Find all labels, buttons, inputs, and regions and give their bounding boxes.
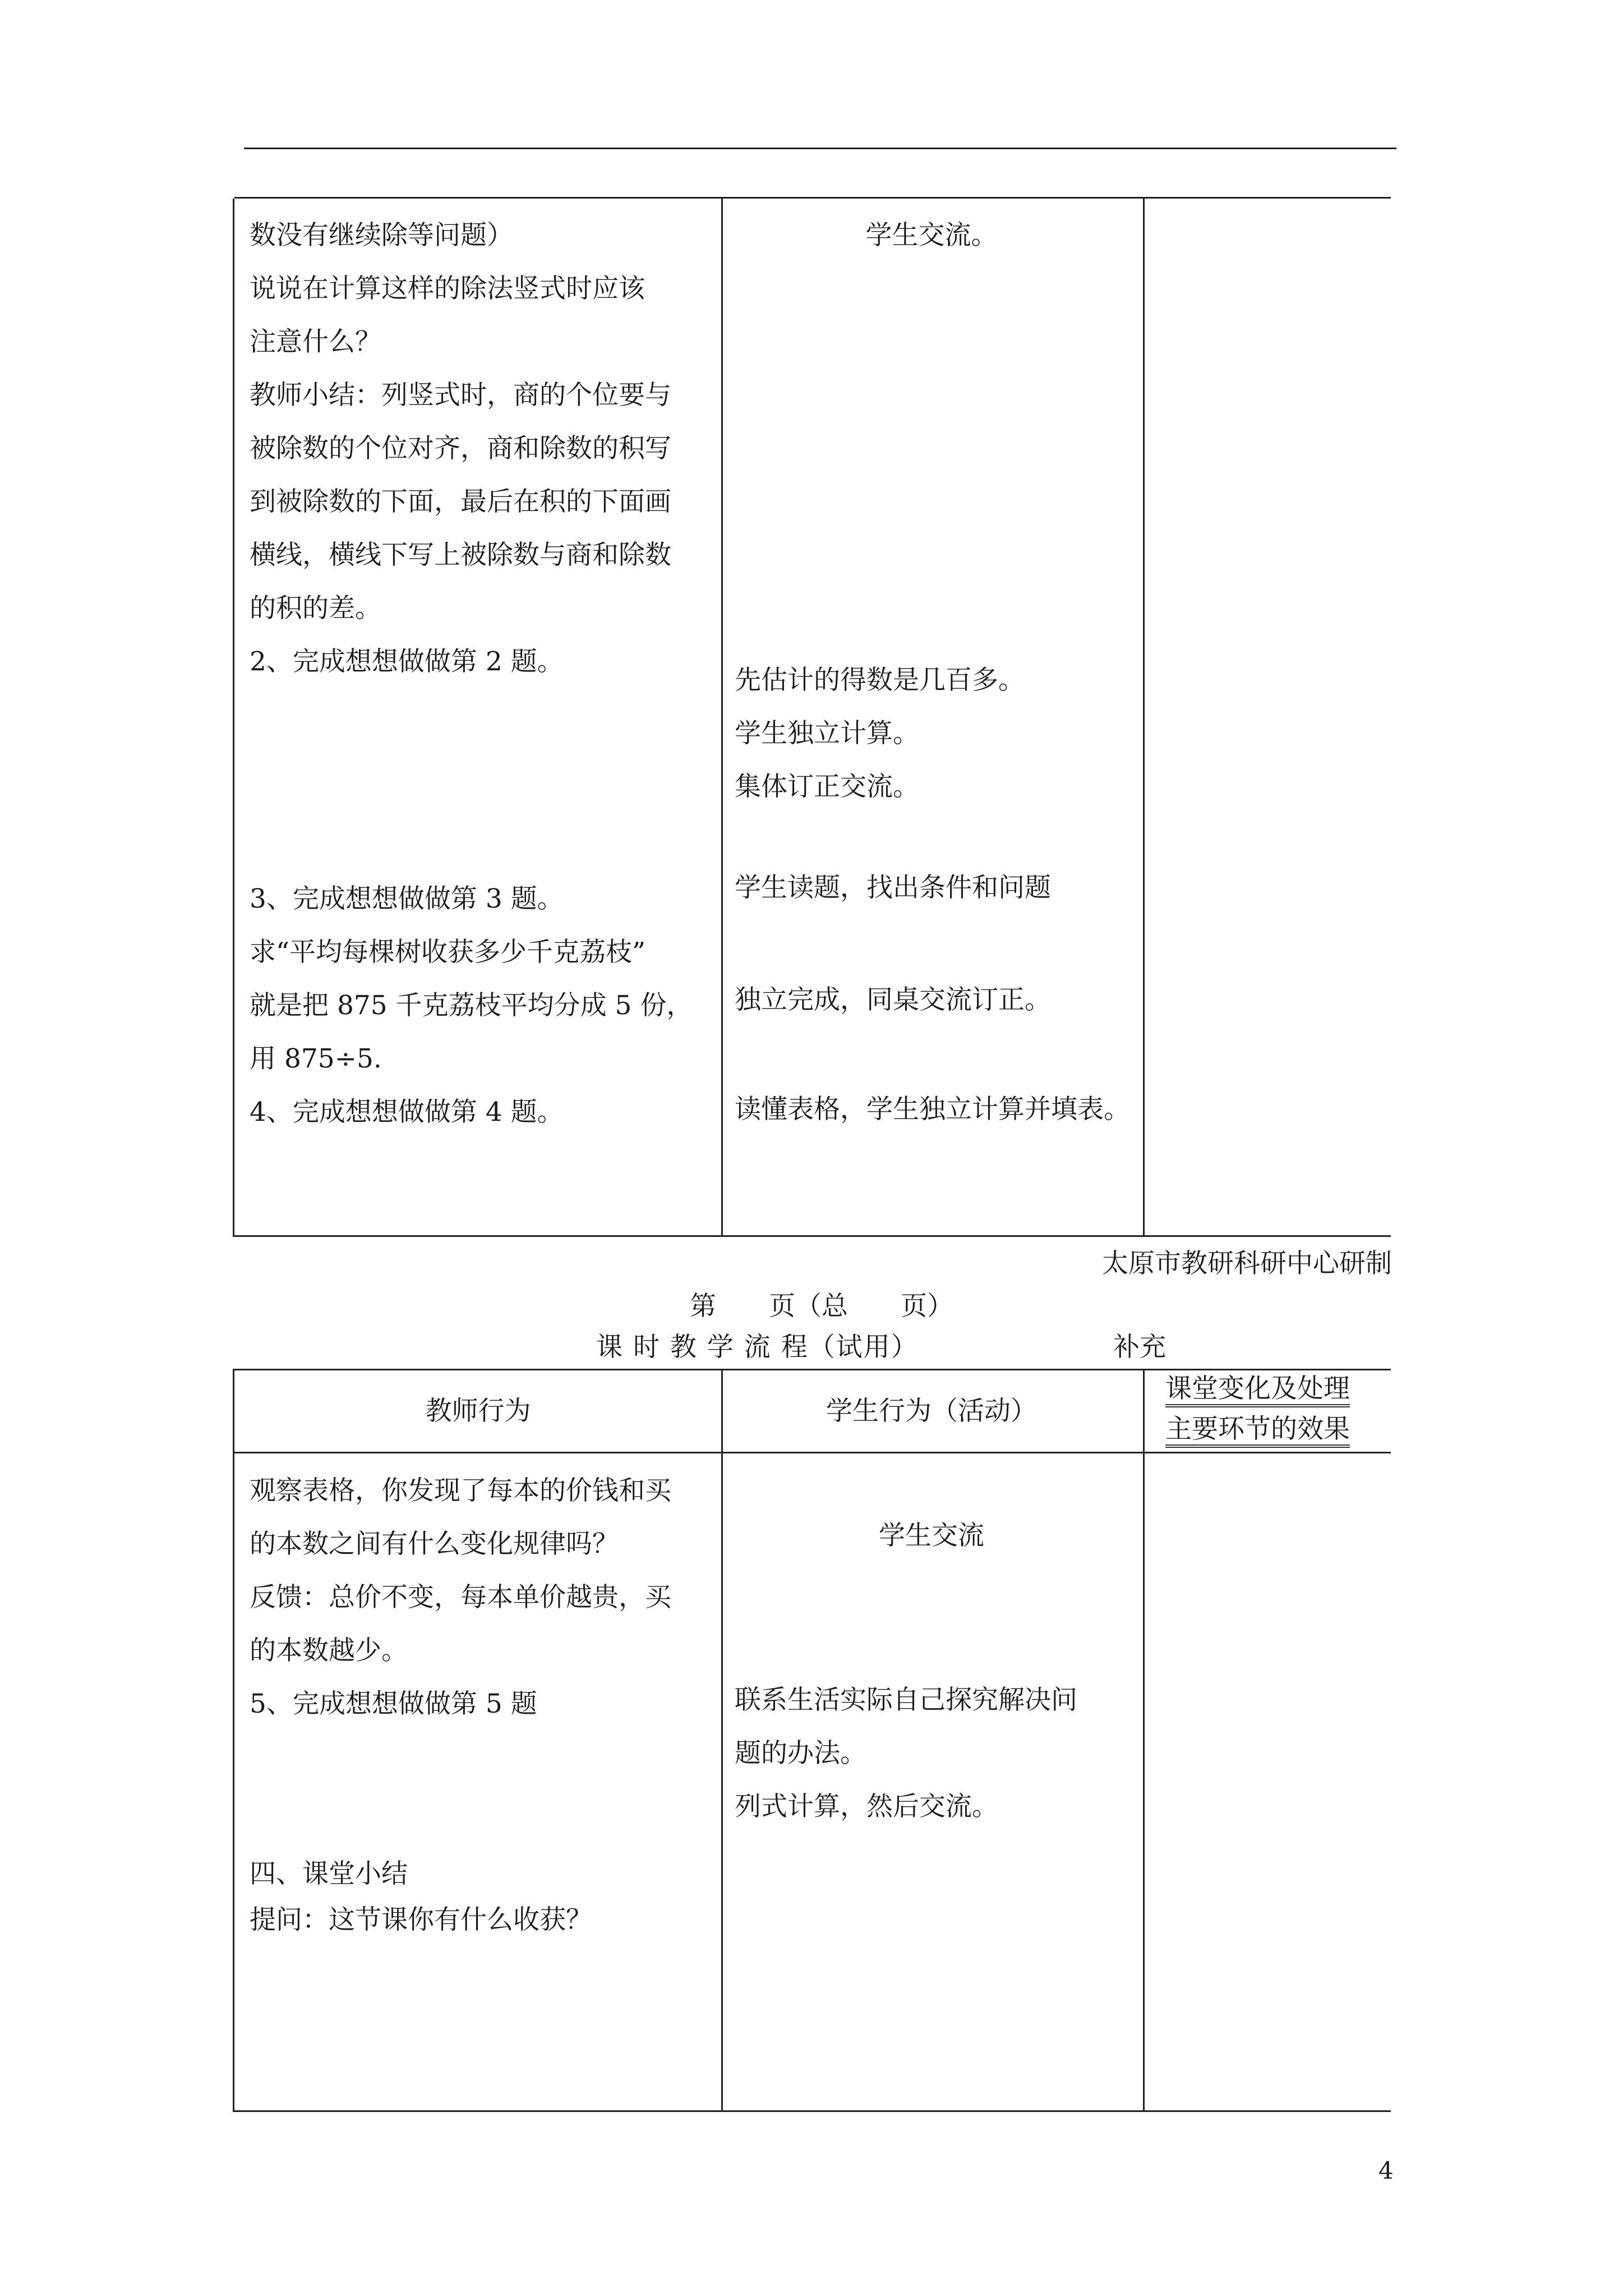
column-divider: [721, 199, 723, 1235]
teacher-column-text-lower: [250, 1851, 592, 1943]
text-line: 提问：这节课你有什么收获？: [250, 1904, 592, 1935]
text-line: 集体订正交流。: [735, 771, 919, 802]
section-title: 课 时 教 学 流 程（试用）: [596, 1332, 919, 1363]
text-line: 5、完成想想做做第 5 题: [250, 1688, 537, 1719]
column-divider: [721, 1370, 723, 2110]
student-column-text: [735, 1083, 1130, 1136]
text-line: 2、完成想想做做第 2 题。: [250, 646, 564, 677]
text-line: 教师小结：列竖式时，商的个位要与: [250, 380, 671, 411]
student-column-text: [735, 1673, 1077, 1833]
text-line: 联系生活实际自己探究解决问: [735, 1685, 1077, 1715]
text-line: 横线，横线下写上被除数与商和除数: [250, 540, 671, 570]
text-line: 就是把 875 千克荔枝平均分成 5 份，: [250, 990, 693, 1021]
text-line: 读懂表格，学生独立计算并填表。: [735, 1094, 1130, 1125]
text-line: 的本数越少。: [250, 1635, 408, 1666]
text-line: 数没有继续除等问题）: [250, 220, 513, 251]
header-classroom-changes: [1165, 1369, 1350, 1450]
text-line: 说说在计算这样的除法竖式时应该: [250, 273, 645, 304]
text-line: 观察表格，你发现了每本的价钱和买: [250, 1475, 671, 1506]
text-line: 课堂变化及处理: [1165, 1369, 1350, 1409]
teacher-column-text-lower: [250, 872, 693, 1139]
text-line: 到被除数的下面，最后在积的下面画: [250, 486, 671, 517]
header-rule: [244, 148, 1396, 149]
text-line: 题的办法。: [735, 1738, 866, 1769]
text-line: 的积的差。: [250, 593, 381, 624]
header-student-behavior: [721, 1384, 1142, 1438]
text-line: 列式计算，然后交流。: [735, 1791, 998, 1822]
text-line: 反馈：总价不变，每本单价越贵，买: [250, 1582, 671, 1613]
text-line: 的本数之间有什么变化规律吗？: [250, 1529, 619, 1559]
text-line: 学生行为（活动）: [826, 1396, 1037, 1427]
text-line: 求“平均每棵树收获多少千克荔枝”: [250, 937, 646, 968]
student-column-text: [735, 861, 1051, 914]
column-divider: [1143, 1370, 1145, 2110]
student-column-text-top: [721, 1509, 1142, 1562]
teacher-column-text: [250, 1464, 671, 1731]
supplement-label: 补充: [1113, 1332, 1166, 1363]
table-top-border: [234, 197, 1391, 199]
student-column-text: [735, 654, 1025, 813]
page-counter: 第 页（总 页）: [690, 1291, 953, 1322]
text-line: 主要环节的效果: [1165, 1409, 1350, 1450]
text-line: 注意什么？: [250, 326, 381, 357]
header-row-divider: [234, 1452, 1391, 1453]
student-column-text: [735, 973, 1051, 1027]
organization-credit: 太原市教研科研中心研制: [1102, 1248, 1392, 1279]
header-teacher-behavior: [236, 1384, 721, 1438]
text-line: 学生交流。: [865, 220, 998, 251]
text-line: 用 875÷5.: [250, 1043, 382, 1074]
text-line: 独立完成，同桌交流订正。: [735, 984, 1051, 1015]
text-line: 先估计的得数是几百多。: [735, 665, 1025, 696]
text-line: 学生读题，找出条件和问题: [735, 872, 1051, 903]
student-column-text-top: [721, 209, 1142, 262]
text-line: 学生交流: [879, 1520, 984, 1551]
teacher-column-text: [250, 209, 671, 688]
text-line: 学生独立计算。: [735, 718, 919, 749]
text-line: 四、课堂小结: [250, 1858, 408, 1889]
text-line: 3、完成想想做做第 3 题。: [250, 884, 564, 914]
text-line: 4、完成想想做做第 4 题。: [250, 1097, 564, 1128]
page-number: 4: [1378, 2157, 1394, 2184]
column-divider: [1143, 199, 1145, 1235]
text-line: 被除数的个位对齐，商和除数的积写: [250, 433, 671, 464]
text-line: 教师行为: [425, 1396, 531, 1427]
